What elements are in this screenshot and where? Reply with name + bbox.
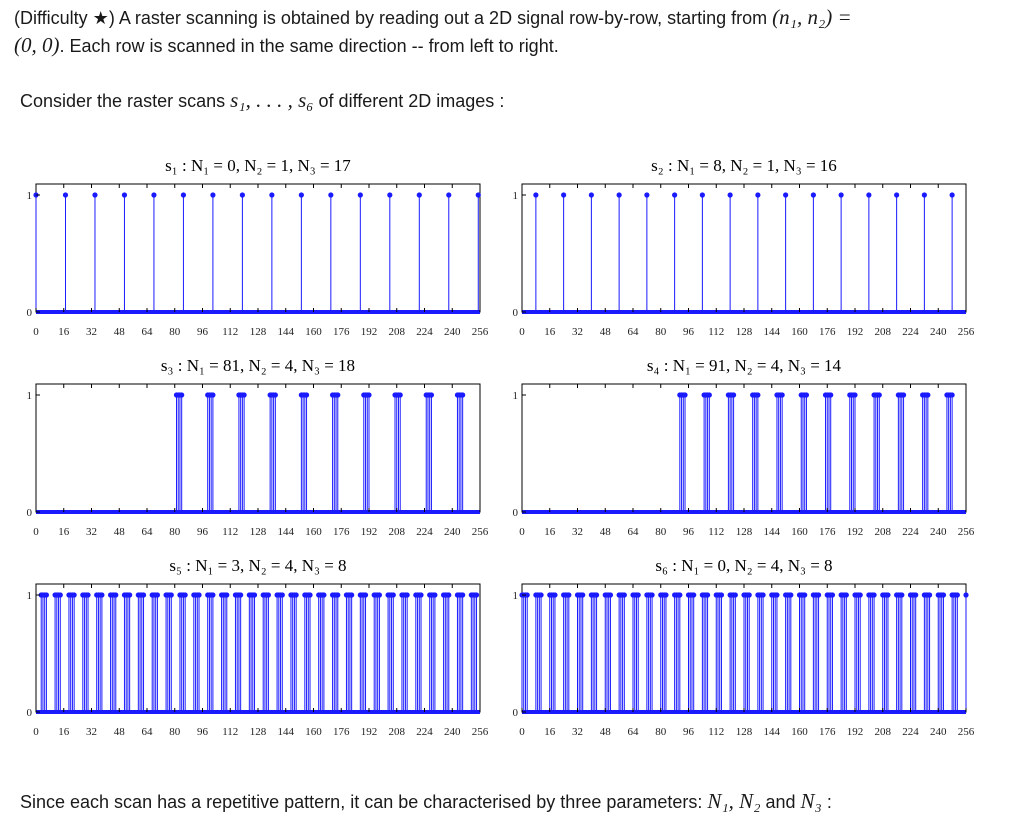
s6-stem-marker — [844, 592, 849, 597]
footer-prefix: Since each scan has a repetitive pattern, it can be characterised by three parameters: — [20, 792, 708, 812]
s2-xtick-label: 240 — [930, 326, 947, 338]
s3-stem-marker — [429, 392, 434, 397]
s2-xtick-label: 144 — [763, 326, 780, 338]
s1-stem-marker — [387, 192, 392, 197]
s1-stem-marker — [446, 192, 451, 197]
s4-xtick-label: 48 — [599, 526, 611, 538]
s1-stem-marker — [358, 192, 363, 197]
s5-stem-marker — [474, 592, 479, 597]
s6-stem-marker — [941, 592, 946, 597]
s1-xtick-label: 0 — [33, 326, 39, 338]
consider-paragraph — [20, 87, 504, 115]
s6-xtick-label: 112 — [708, 726, 725, 738]
s3-ytick-label: 1 — [26, 390, 32, 402]
s6-ytick-label: 0 — [512, 707, 518, 719]
s6-title: s₆ : N₁ = 0, N₂ = 4, N₃ = 8 — [655, 556, 833, 575]
s4-stem-marker — [682, 392, 687, 397]
s5-xtick-label: 192 — [360, 726, 378, 738]
s5-stem-marker — [418, 592, 423, 597]
s5-stem-marker — [155, 592, 160, 597]
s4-xtick-label: 240 — [930, 526, 947, 538]
s3-xtick-label: 256 — [471, 526, 489, 538]
s4-xtick-label: 224 — [902, 526, 919, 538]
s3-stem-marker — [179, 392, 184, 397]
s3-xtick-label: 144 — [277, 526, 294, 538]
s4-xtick-label: 192 — [846, 526, 864, 538]
s4-xtick-label: 32 — [572, 526, 583, 538]
s1-axes-box — [36, 184, 480, 312]
s1-xtick-label: 48 — [113, 326, 125, 338]
s4-xtick-label: 0 — [519, 526, 525, 538]
s2-xtick-label: 16 — [544, 326, 556, 338]
s4-stem-marker — [828, 392, 833, 397]
s6-xtick-label: 208 — [874, 726, 891, 738]
s6-stem-marker — [747, 592, 752, 597]
s1-stem-marker — [328, 192, 333, 197]
s5-stem-marker — [224, 592, 229, 597]
s5-stem-marker — [294, 592, 299, 597]
s3-stem-marker — [335, 392, 340, 397]
s3-xtick-label: 176 — [333, 526, 350, 538]
s5-xtick-label: 128 — [249, 726, 267, 738]
s4-ytick-label: 1 — [512, 390, 518, 402]
s3-title: s₃ : N₁ = 81, N₂ = 4, N₃ = 18 — [160, 356, 356, 375]
s1-xtick-label: 176 — [333, 326, 350, 338]
s2-stem-marker — [700, 192, 705, 197]
s5-xtick-label: 96 — [197, 726, 208, 738]
plot-s4-svg — [498, 352, 982, 548]
s5-stem-marker — [238, 592, 243, 597]
s6-stem-marker — [622, 592, 627, 597]
s1-stem-marker — [299, 192, 304, 197]
s2-stem-marker — [672, 192, 677, 197]
s4-xtick-label: 112 — [708, 526, 725, 538]
s2-stem-marker — [617, 192, 622, 197]
s4-stem-marker — [852, 392, 857, 397]
consider-prefix: Consider the raster scans — [20, 91, 231, 111]
s5-xtick-label: 32 — [86, 726, 97, 738]
s5-stem-marker — [446, 592, 451, 597]
s3-xtick-label: 64 — [141, 526, 153, 538]
s4-stem-marker — [731, 392, 736, 397]
s5-stem-marker — [183, 592, 188, 597]
s6-xtick-label: 224 — [902, 726, 919, 738]
plot-s1 — [12, 152, 496, 348]
s6-xtick-label: 80 — [655, 726, 667, 738]
s5-stem-marker — [113, 592, 118, 597]
start-coordinate-label: (n₁, n₂) = — [772, 5, 852, 29]
s1-xtick-label: 32 — [86, 326, 97, 338]
s1-xtick-label: 160 — [305, 326, 322, 338]
intro-prefix: (Difficulty ★) A raster scanning is obtained by reading out a 2D signal row-by-row, starting from — [14, 8, 773, 28]
s5-xtick-label: 0 — [33, 726, 39, 738]
s3-stem-marker — [460, 392, 465, 397]
s3-stem-marker — [398, 392, 403, 397]
s6-stem-marker — [552, 592, 557, 597]
s3-xtick-label: 224 — [416, 526, 433, 538]
scan-range-math: s₁, . . . , s₆ — [230, 88, 314, 112]
s4-title: s₄ : N₁ = 91, N₂ = 4, N₃ = 14 — [646, 356, 842, 375]
s2-stem-marker — [839, 192, 844, 197]
s6-stem-marker — [719, 592, 724, 597]
s2-stem-marker — [894, 192, 899, 197]
s4-xtick-label: 128 — [735, 526, 753, 538]
s5-stem-marker — [210, 592, 215, 597]
s2-stem-marker — [533, 192, 538, 197]
s4-xtick-label: 16 — [544, 526, 556, 538]
s1-ytick-label: 1 — [26, 190, 32, 202]
s1-stem-marker — [122, 192, 127, 197]
s2-stem-marker — [561, 192, 566, 197]
s6-stem-marker — [594, 592, 599, 597]
s6-ytick-label: 1 — [512, 590, 518, 602]
s3-stem-marker — [242, 392, 247, 397]
s6-stem-marker — [927, 592, 932, 597]
s6-stem-marker — [858, 592, 863, 597]
s1-stem-marker — [210, 192, 215, 197]
s2-stem-marker — [644, 192, 649, 197]
s6-xtick-label: 48 — [599, 726, 611, 738]
s6-stem-marker — [691, 592, 696, 597]
s1-ytick-label: 0 — [26, 307, 32, 319]
s4-stem-marker — [925, 392, 930, 397]
s4-stem-marker — [755, 392, 760, 397]
s5-ytick-label: 1 — [26, 590, 32, 602]
s4-xtick-label: 64 — [627, 526, 639, 538]
s5-stem-marker — [141, 592, 146, 597]
s4-stem-marker — [780, 392, 785, 397]
s4-xtick-label: 80 — [655, 526, 667, 538]
s6-stem-marker — [677, 592, 682, 597]
plot-s3 — [12, 352, 496, 548]
s2-axes-box — [522, 184, 966, 312]
s1-xtick-label: 64 — [141, 326, 153, 338]
s6-stem-marker — [566, 592, 571, 597]
params-math: N₁, N₂ — [707, 789, 761, 813]
s3-xtick-label: 160 — [305, 526, 322, 538]
s3-stems — [174, 392, 465, 512]
s5-xtick-label: 176 — [333, 726, 350, 738]
s5-xtick-label: 144 — [277, 726, 294, 738]
s5-stem-marker — [391, 592, 396, 597]
s6-stem-marker — [871, 592, 876, 597]
s3-stem-marker — [273, 392, 278, 397]
s1-xtick-label: 96 — [197, 326, 208, 338]
plot-s6-svg — [498, 552, 982, 748]
s6-xtick-label: 32 — [572, 726, 583, 738]
s5-xtick-label: 48 — [113, 726, 125, 738]
s3-stem-marker — [366, 392, 371, 397]
s5-xtick-label: 256 — [471, 726, 489, 738]
plot-s2-svg — [498, 152, 982, 348]
footer-suffix: : — [821, 792, 832, 812]
s5-stem-marker — [127, 592, 132, 597]
s5-stem-marker — [72, 592, 77, 597]
intro-paragraph — [14, 4, 1014, 60]
s4-stem-marker — [901, 392, 906, 397]
s5-xtick-label: 16 — [58, 726, 70, 738]
s2-xtick-label: 160 — [791, 326, 808, 338]
s5-stem-marker — [266, 592, 271, 597]
s1-xtick-label: 128 — [249, 326, 267, 338]
s4-xtick-label: 96 — [683, 526, 694, 538]
origin-coordinate: (0, 0) — [14, 33, 60, 57]
s6-xtick-label: 240 — [930, 726, 947, 738]
s6-stem-marker — [963, 592, 968, 597]
s6-stem-marker — [580, 592, 585, 597]
s1-xtick-label: 192 — [360, 326, 378, 338]
s6-stem-marker — [774, 592, 779, 597]
s6-xtick-label: 96 — [683, 726, 694, 738]
s4-stem-marker — [707, 392, 712, 397]
s6-stem-marker — [705, 592, 710, 597]
s5-stem-marker — [377, 592, 382, 597]
footer-paragraph — [20, 788, 832, 816]
s1-stem-marker — [151, 192, 156, 197]
footer-and: and — [760, 792, 801, 812]
s2-stem-marker — [783, 192, 788, 197]
s3-xtick-label: 128 — [249, 526, 267, 538]
s4-xtick-label: 144 — [763, 526, 780, 538]
s5-stem-marker — [58, 592, 63, 597]
plot-s5 — [12, 552, 496, 748]
s1-xtick-label: 208 — [388, 326, 405, 338]
s3-xtick-label: 0 — [33, 526, 39, 538]
s2-xtick-label: 96 — [683, 326, 694, 338]
s5-xtick-label: 208 — [388, 726, 405, 738]
s5-stem-marker — [196, 592, 201, 597]
s1-xtick-label: 16 — [58, 326, 70, 338]
s5-stem-marker — [335, 592, 340, 597]
s6-stem-marker — [636, 592, 641, 597]
s5-stem-marker — [307, 592, 312, 597]
s4-stems — [677, 392, 954, 512]
s2-stems — [533, 192, 954, 312]
s6-stems — [519, 592, 968, 712]
s6-stem-marker — [733, 592, 738, 597]
s5-stem-marker — [363, 592, 368, 597]
s2-xtick-label: 256 — [957, 326, 975, 338]
s1-xtick-label: 240 — [444, 326, 461, 338]
plot-s4 — [498, 352, 982, 548]
s6-xtick-label: 16 — [544, 726, 556, 738]
s3-stem-marker — [304, 392, 309, 397]
s2-xtick-label: 208 — [874, 326, 891, 338]
s6-stem-marker — [608, 592, 613, 597]
intro-suffix: . Each row is scanned in the same direction -- from left to right. — [59, 36, 559, 56]
s2-ytick-label: 0 — [512, 307, 518, 319]
s6-stem-marker — [899, 592, 904, 597]
s6-stem-marker — [913, 592, 918, 597]
s4-axes-box — [522, 384, 966, 512]
s5-xtick-label: 80 — [169, 726, 181, 738]
s1-stem-marker — [63, 192, 68, 197]
s5-xtick-label: 240 — [444, 726, 461, 738]
s3-xtick-label: 96 — [197, 526, 208, 538]
s6-xtick-label: 192 — [846, 726, 864, 738]
s5-stem-marker — [405, 592, 410, 597]
s5-stems — [39, 592, 480, 712]
s1-stem-marker — [417, 192, 422, 197]
s2-xtick-label: 48 — [599, 326, 611, 338]
s5-stem-marker — [169, 592, 174, 597]
s6-stem-marker — [955, 592, 960, 597]
s5-stem-marker — [44, 592, 49, 597]
s6-xtick-label: 256 — [957, 726, 975, 738]
s5-stem-marker — [432, 592, 437, 597]
s2-stem-marker — [589, 192, 594, 197]
s6-xtick-label: 64 — [627, 726, 639, 738]
s2-title: s₂ : N₁ = 8, N₂ = 1, N₃ = 16 — [651, 156, 837, 175]
s5-xtick-label: 64 — [141, 726, 153, 738]
s6-stem-marker — [649, 592, 654, 597]
s5-ytick-label: 0 — [26, 707, 32, 719]
s2-stem-marker — [950, 192, 955, 197]
s6-stem-marker — [663, 592, 668, 597]
s2-stem-marker — [922, 192, 927, 197]
s2-stem-marker — [728, 192, 733, 197]
s2-xtick-label: 0 — [519, 326, 525, 338]
s5-axes-box — [36, 584, 480, 712]
s5-xtick-label: 224 — [416, 726, 433, 738]
s2-stem-marker — [811, 192, 816, 197]
s1-stem-marker — [269, 192, 274, 197]
s1-xtick-label: 80 — [169, 326, 181, 338]
s6-xtick-label: 160 — [791, 726, 808, 738]
s6-stem-marker — [816, 592, 821, 597]
s1-stem-marker — [181, 192, 186, 197]
s2-xtick-label: 80 — [655, 326, 667, 338]
s2-ytick-label: 1 — [512, 190, 518, 202]
s1-stem-marker — [92, 192, 97, 197]
s4-xtick-label: 176 — [819, 526, 836, 538]
s5-stem-marker — [460, 592, 465, 597]
s4-xtick-label: 160 — [791, 526, 808, 538]
s4-stem-marker — [877, 392, 882, 397]
s2-stem-marker — [755, 192, 760, 197]
s6-xtick-label: 176 — [819, 726, 836, 738]
s4-xtick-label: 208 — [874, 526, 891, 538]
s3-xtick-label: 240 — [444, 526, 461, 538]
s6-xtick-label: 0 — [519, 726, 525, 738]
s1-xtick-label: 112 — [222, 326, 239, 338]
s6-xtick-label: 128 — [735, 726, 753, 738]
s3-xtick-label: 16 — [58, 526, 70, 538]
s6-stem-marker — [802, 592, 807, 597]
s4-stem-marker — [950, 392, 955, 397]
s2-xtick-label: 176 — [819, 326, 836, 338]
s5-stem-marker — [252, 592, 257, 597]
s6-stem-marker — [830, 592, 835, 597]
s2-xtick-label: 64 — [627, 326, 639, 338]
s3-ytick-label: 0 — [26, 507, 32, 519]
s5-stem-marker — [280, 592, 285, 597]
param3-math: N₃ — [800, 789, 822, 813]
s1-stems — [33, 192, 480, 312]
plot-s2 — [498, 152, 982, 348]
plot-s1-svg — [12, 152, 496, 348]
s4-stem-marker — [804, 392, 809, 397]
s3-xtick-label: 208 — [388, 526, 405, 538]
s4-ytick-label: 0 — [512, 507, 518, 519]
s5-stem-marker — [99, 592, 104, 597]
s2-xtick-label: 128 — [735, 326, 753, 338]
s2-xtick-label: 112 — [708, 326, 725, 338]
s3-axes-box — [36, 384, 480, 512]
s3-xtick-label: 48 — [113, 526, 125, 538]
s5-stem-marker — [85, 592, 90, 597]
s2-xtick-label: 192 — [846, 326, 864, 338]
s6-xtick-label: 144 — [763, 726, 780, 738]
s1-title: s₁ : N₁ = 0, N₂ = 1, N₃ = 17 — [165, 156, 351, 175]
consider-suffix: of different 2D images : — [313, 91, 505, 111]
s1-xtick-label: 144 — [277, 326, 294, 338]
s6-stem-marker — [538, 592, 543, 597]
s1-xtick-label: 224 — [416, 326, 433, 338]
s5-title: s₅ : N₁ = 3, N₂ = 4, N₃ = 8 — [169, 556, 347, 575]
s5-stem-marker — [349, 592, 354, 597]
plot-s6 — [498, 552, 982, 748]
s2-stem-marker — [866, 192, 871, 197]
s3-xtick-label: 80 — [169, 526, 181, 538]
s2-xtick-label: 224 — [902, 326, 919, 338]
s2-xtick-label: 32 — [572, 326, 583, 338]
s3-xtick-label: 32 — [86, 526, 97, 538]
s5-stem-marker — [321, 592, 326, 597]
s3-xtick-label: 192 — [360, 526, 378, 538]
s6-stem-marker — [760, 592, 765, 597]
s3-stem-marker — [210, 392, 215, 397]
s6-stem-marker — [788, 592, 793, 597]
plot-s5-svg — [12, 552, 496, 748]
s1-stem-marker — [240, 192, 245, 197]
s1-xtick-label: 256 — [471, 326, 489, 338]
s3-xtick-label: 112 — [222, 526, 239, 538]
s5-xtick-label: 160 — [305, 726, 322, 738]
s5-xtick-label: 112 — [222, 726, 239, 738]
s1-stem-marker — [476, 192, 481, 197]
plot-s3-svg — [12, 352, 496, 548]
s6-stem-marker — [885, 592, 890, 597]
s4-xtick-label: 256 — [957, 526, 975, 538]
